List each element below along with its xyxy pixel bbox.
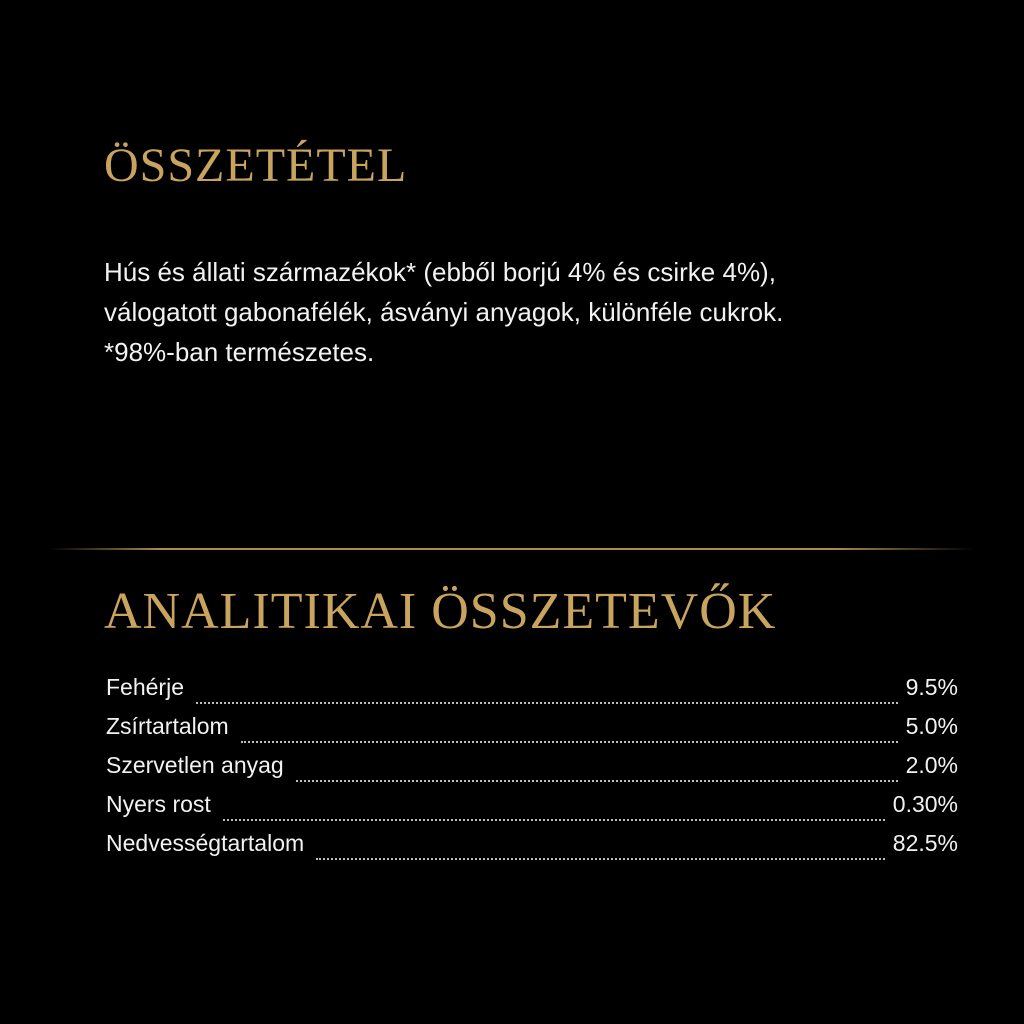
analysis-label: Szervetlen anyag xyxy=(106,752,284,778)
analysis-value: 5.0% xyxy=(905,713,958,739)
composition-line: Hús és állati származékok* (ebből borjú 4% és csirke 4%), xyxy=(104,257,776,287)
analysis-table xyxy=(106,674,958,869)
analysis-value: 2.0% xyxy=(905,752,958,778)
analysis-value: 9.5% xyxy=(905,674,958,700)
analysis-row-fibre xyxy=(106,791,958,830)
analysis-value: 0.30% xyxy=(892,791,958,817)
analysis-label: Zsírtartalom xyxy=(106,713,229,739)
composition-text xyxy=(104,252,984,372)
dot-leader xyxy=(196,700,898,704)
dot-leader xyxy=(296,778,898,782)
analysis-label: Fehérje xyxy=(106,674,184,700)
composition-heading: ÖSSZETÉTEL xyxy=(104,139,408,192)
dot-leader xyxy=(241,739,898,743)
analysis-heading: ANALITIKAI ÖSSZETEVŐK xyxy=(104,583,777,640)
analysis-row-ash xyxy=(106,752,958,791)
composition-line: *98%-ban természetes. xyxy=(104,337,375,367)
dot-leader xyxy=(316,856,885,860)
analysis-value: 82.5% xyxy=(892,830,958,856)
composition-line: válogatott gabonafélék, ásványi anyagok, különféle cukrok. xyxy=(104,297,784,327)
dot-leader xyxy=(223,817,885,821)
analysis-row-protein xyxy=(106,674,958,713)
analysis-row-fat xyxy=(106,713,958,752)
section-divider xyxy=(50,548,974,550)
analysis-row-moisture xyxy=(106,830,958,869)
analysis-label: Nedvességtartalom xyxy=(106,830,305,856)
analysis-label: Nyers rost xyxy=(106,791,211,817)
